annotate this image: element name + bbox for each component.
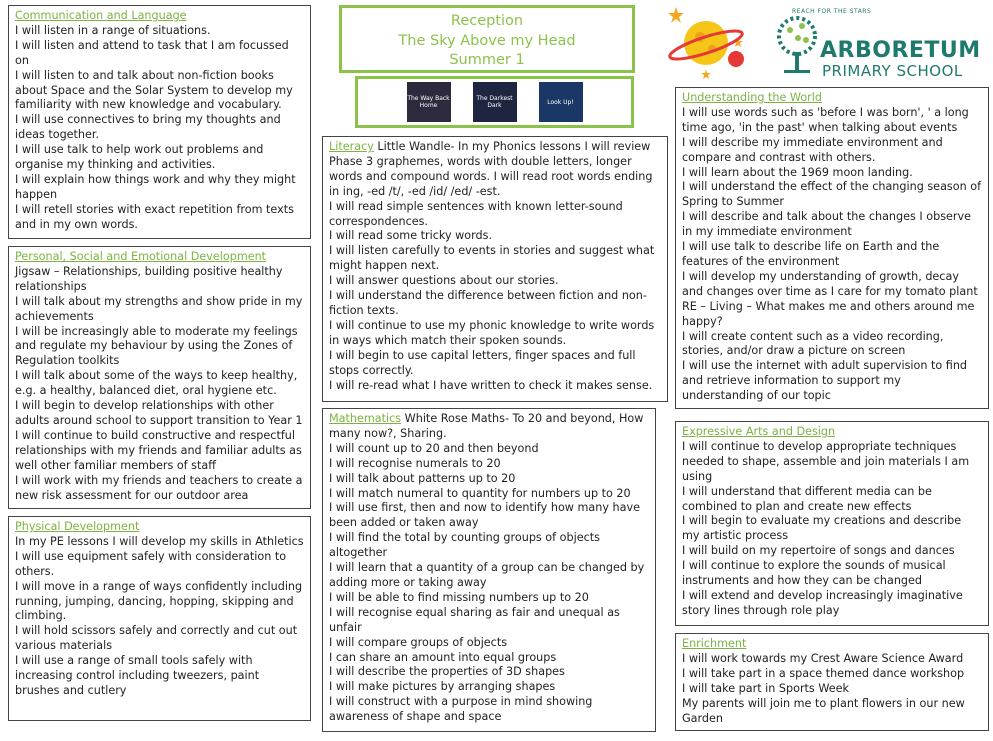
statement-line: I will work with my friends and teachers to create a new risk assessment for our outdoor area: [15, 473, 303, 502]
statement-line: I will answer questions about our stories.: [329, 274, 559, 288]
statement-line: I will learn that a quantity of a group can be changed by adding more or taking away: [329, 561, 645, 589]
statement-line: I will use talk to help work out problems and organise my thinking and activities.: [15, 143, 264, 172]
statement-line: I will use the internet with adult supervision to find and retrieve information to support my understanding of our topic: [682, 359, 968, 403]
school-name-line-1: ARBORETUM: [820, 38, 981, 63]
statement-line: I will hold scissors safely and correctly and cut out various materials: [15, 624, 298, 653]
statement-line: I will make pictures by arranging shapes: [329, 680, 556, 694]
statement-line: I will construct with a purpose in mind showing awareness of shape and space: [329, 695, 593, 724]
statement-line: I will begin to use capital letters, finger spaces and full stops correctly.: [329, 348, 636, 377]
statement-line: I will begin to evaluate my creations and describe my artistic process: [682, 514, 962, 543]
statement-line: Jigsaw – Relationships, building positive healthy relationships: [15, 264, 283, 293]
statement-line: I will describe the properties of 3D shapes: [329, 665, 565, 679]
book-cover-way-back-home: The Way Back Home: [407, 82, 451, 122]
statement-line: I will understand that different media can be combined to plan and create new effects: [682, 484, 932, 513]
statement-line: I will retell stories with exact repetition from texts and in my own words.: [15, 202, 294, 231]
literacy-list: [329, 200, 661, 394]
understanding-heading: Understanding the World: [682, 91, 822, 104]
psed-list: [15, 265, 304, 504]
statement-line: I will take part in a space themed dance workshop: [682, 666, 965, 680]
statement-line: I will read simple sentences with known letter-sound correspondences.: [329, 199, 623, 228]
statement-line: I will find the total by counting groups of objects altogether: [329, 531, 600, 560]
psed-heading: Personal, Social and Emotional Development: [15, 250, 267, 263]
statement-line: I will listen in a range of situations.: [15, 23, 211, 37]
psed-box: [8, 246, 311, 509]
mathematics-box: [322, 408, 656, 732]
communication-language-box: [8, 5, 311, 239]
statement-line: I can share an amount into equal groups: [329, 650, 557, 664]
school-name-line-2: PRIMARY SCHOOL: [822, 62, 963, 80]
expressive-arts-box: [675, 421, 989, 626]
physical-list: [15, 535, 304, 699]
statement-line: My parents will join me to plant flowers in our new Garden: [682, 696, 965, 725]
tree-stars-icon: [772, 8, 822, 78]
statement-line: I will use connectives to bring my thoughts and ideas together.: [15, 113, 281, 142]
statement-line: I will continue to build constructive and respectful relationships with my friends and familiar adults as well other familiar members of staff: [15, 428, 302, 472]
statement-line: I will talk about some of the ways to keep healthy, e.g. a healthy, balanced diet, oral hygiene etc.: [15, 369, 298, 398]
statement-line: I will use a range of small tools safely with increasing control including tweezers, paint brushes and cutlery: [15, 654, 260, 697]
maths-heading: Mathematics: [329, 412, 402, 425]
statement-line: I will talk about my strengths and show pride in my achievements: [15, 294, 303, 323]
communication-heading: Communication and Language: [15, 9, 187, 22]
expressive-heading: Expressive Arts and Design: [682, 425, 836, 438]
physical-heading: Physical Development: [15, 520, 140, 533]
statement-line: RE – Living – What makes me and others around me happy?: [682, 299, 975, 328]
statement-line: I will be increasingly able to moderate my feelings and regulate my behaviour by using the Zones of Regulation toolkits: [15, 324, 298, 368]
statement-line: I will continue to develop appropriate techniques needed to shape, assemble and join materials I am using: [682, 439, 970, 483]
statement-line: I will create content such as a video recording, stories, and/or draw a picture on screen: [682, 329, 944, 358]
enrichment-box: [675, 633, 989, 731]
statement-line: I will talk about patterns up to 20: [329, 471, 516, 485]
title-box: [339, 5, 635, 73]
enrichment-heading: Enrichment: [682, 637, 747, 650]
enrichment-list: [682, 652, 982, 727]
book-cover-look-up: Look Up!: [539, 82, 583, 122]
statement-line: I will recognise equal sharing as fair and unequal as unfair: [329, 605, 620, 634]
statement-line: I will compare groups of objects: [329, 635, 508, 649]
statement-line: I will be able to find missing numbers up to 20: [329, 590, 589, 604]
literacy-intro-text: Little Wandle- In my Phonics lessons I will review Phase 3 graphemes, words with double letters, longer words and compound words. I will read root words ending in ing, -ed /t/, -ed /id/ /ed/ -est.: [329, 140, 653, 198]
physical-development-box: [8, 516, 311, 721]
statement-line: I will begin to develop relationships with other adults around school to support transition to Year 1: [15, 399, 303, 427]
statement-line: I will move in a range of ways confidently including running, jumping, dancing, hopping, skipping and climbing.: [15, 579, 303, 623]
title-line-1: Reception: [450, 13, 524, 29]
statement-line: I will use first, then and now to identify how many have been added or taken away: [329, 501, 640, 530]
statement-line: I will re-read what I have written to check it makes sense.: [329, 378, 653, 392]
literacy-intro: [329, 140, 661, 200]
statement-line: I will listen and attend to task that I am focussed on: [15, 38, 289, 67]
maths-intro-text: White Rose Maths- To 20 and beyond, How many now?, Sharing.: [329, 412, 644, 440]
statement-line: In my PE lessons I will develop my skills in Athletics: [15, 534, 304, 548]
communication-list: [15, 24, 304, 233]
statement-line: I will use talk to describe life on Earth and the features of the environment: [682, 240, 940, 268]
literacy-heading: Literacy: [329, 140, 374, 153]
statement-line: I will listen carefully to events in stories and suggest what might happen next.: [329, 244, 655, 273]
statement-line: I will learn about the 1969 moon landing.: [682, 165, 913, 179]
maths-list: [329, 442, 649, 725]
statement-line: I will understand the effect of the changing season of Spring to Summer: [682, 180, 982, 209]
understanding-world-box: [675, 87, 989, 409]
maths-intro: [329, 412, 649, 442]
statement-line: I will count up to 20 and then beyond: [329, 441, 539, 455]
statement-line: I will work towards my Crest Aware Science Award: [682, 651, 964, 665]
planet-rocket-icon: [662, 3, 752, 83]
statement-line: I will match numeral to quantity for numbers up to 20: [329, 486, 631, 500]
statement-line: I will take part in Sports Week: [682, 681, 849, 695]
statement-line: I will use equipment safely with consideration to others.: [15, 549, 287, 578]
statement-line: I will listen to and talk about non-fiction books about Space and the Solar System to develop my familiarity with new knowledge and vocabulary.: [15, 68, 293, 112]
book-cover-darkest-dark: The Darkest Dark: [473, 82, 517, 122]
literacy-box: [322, 136, 668, 402]
statement-line: I will build on my repertoire of songs and dances: [682, 544, 955, 558]
statement-line: I will continue to explore the sounds of musical instruments and how they can be changed: [682, 559, 946, 588]
title-line-3: Summer 1: [449, 52, 525, 68]
statement-line: I will understand the difference between fiction and non-fiction texts.: [329, 289, 647, 317]
statement-line: I will continue to use my phonic knowledge to write words in ways which match their spoken sounds.: [329, 318, 655, 347]
statement-line: I will read some tricky words.: [329, 229, 493, 243]
understanding-list: [682, 106, 982, 404]
statement-line: I will describe and talk about the changes I observe in my immediate environment: [682, 210, 972, 239]
statement-line: I will develop my understanding of growth, decay and changes over time as I care for my tomato plant: [682, 269, 978, 298]
statement-line: I will use words such as 'before I was born', ' a long time ago, 'in the past' when talking about events: [682, 105, 969, 134]
books-box: [355, 76, 634, 128]
statement-line: I will explain how things work and why they might happen: [15, 172, 296, 201]
expressive-list: [682, 440, 982, 619]
statement-line: I will describe my immediate environment and compare and contrast with others.: [682, 135, 943, 164]
school-logo: [772, 8, 981, 83]
school-motto: REACH FOR THE STARS: [792, 8, 872, 15]
statement-line: I will extend and develop increasingly imaginative story lines through role play: [682, 588, 963, 617]
title-line-2: The Sky Above my Head: [398, 32, 576, 49]
statement-line: I will recognise numerals to 20: [329, 456, 501, 470]
